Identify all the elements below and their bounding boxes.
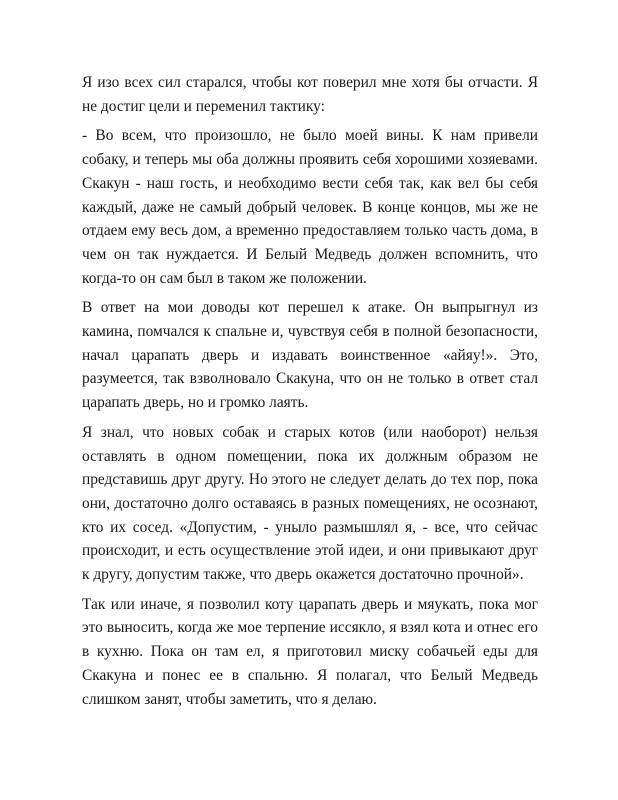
- paragraph-5: Так или иначе, я позволил коту царапать дверь и мяукать, пока мог это выносить, когда же мое терпение иссякло, я взял кота и отнес его в кухню. Пока он там ел, я приготовил миску собачьей еды для Скакуна и понес ее в спальню. Я полагал, что Белый Медведь слишком занят, чтобы заметить, что я делаю.: [82, 595, 538, 708]
- paragraph-4: Я знал, что новых собак и старых котов (или наоборот) нельзя оставлять в одном помещении, пока их должным образом не представишь друг другу. Но этого не следует делать до тех пор, пока они, достаточно долго оставаясь в разных помещениях, не осознают, кто их сосед. «Допустим, - уныло размышлял я, - все, что сейчас происходит, и есть осуществление этой идеи, и они привыкают друг к другу, допустим также, что дверь окажется достаточно прочной».: [82, 423, 538, 584]
- paragraph-3: В ответ на мои доводы кот перешел к атаке. Он выпрыгнул из камина, помчался к спальне и, чувствуя себя в полной безопасности, начал царапать дверь и издавать воинственное «айяу!». Это, разумеется, так взволновало Скакуна, что он не только в ответ стал царапать дверь, но и громко лаять.: [82, 299, 538, 412]
- paragraph-2: - Во всем, что произошло, не было моей вины. К нам привели собаку, и теперь мы оба должны проявить себя хорошими хозяевами. Скакун - наш гость, и необходимо вести себя так, как вел бы себя каждый, даже не самый добрый человек. В конце концов, мы же не отдаем ему весь дом, а временно предоставляем только часть дома, в чем он так нуждается. И Белый Медведь должен вспомнить, что когда-то он сам был в таком же положении.: [82, 127, 538, 287]
- paragraph-1: Я изо всех сил старался, чтобы кот поверил мне хотя бы отчасти. Я не достиг цели и переменил тактику:: [82, 74, 538, 115]
- document-page: [82, 71, 538, 717]
